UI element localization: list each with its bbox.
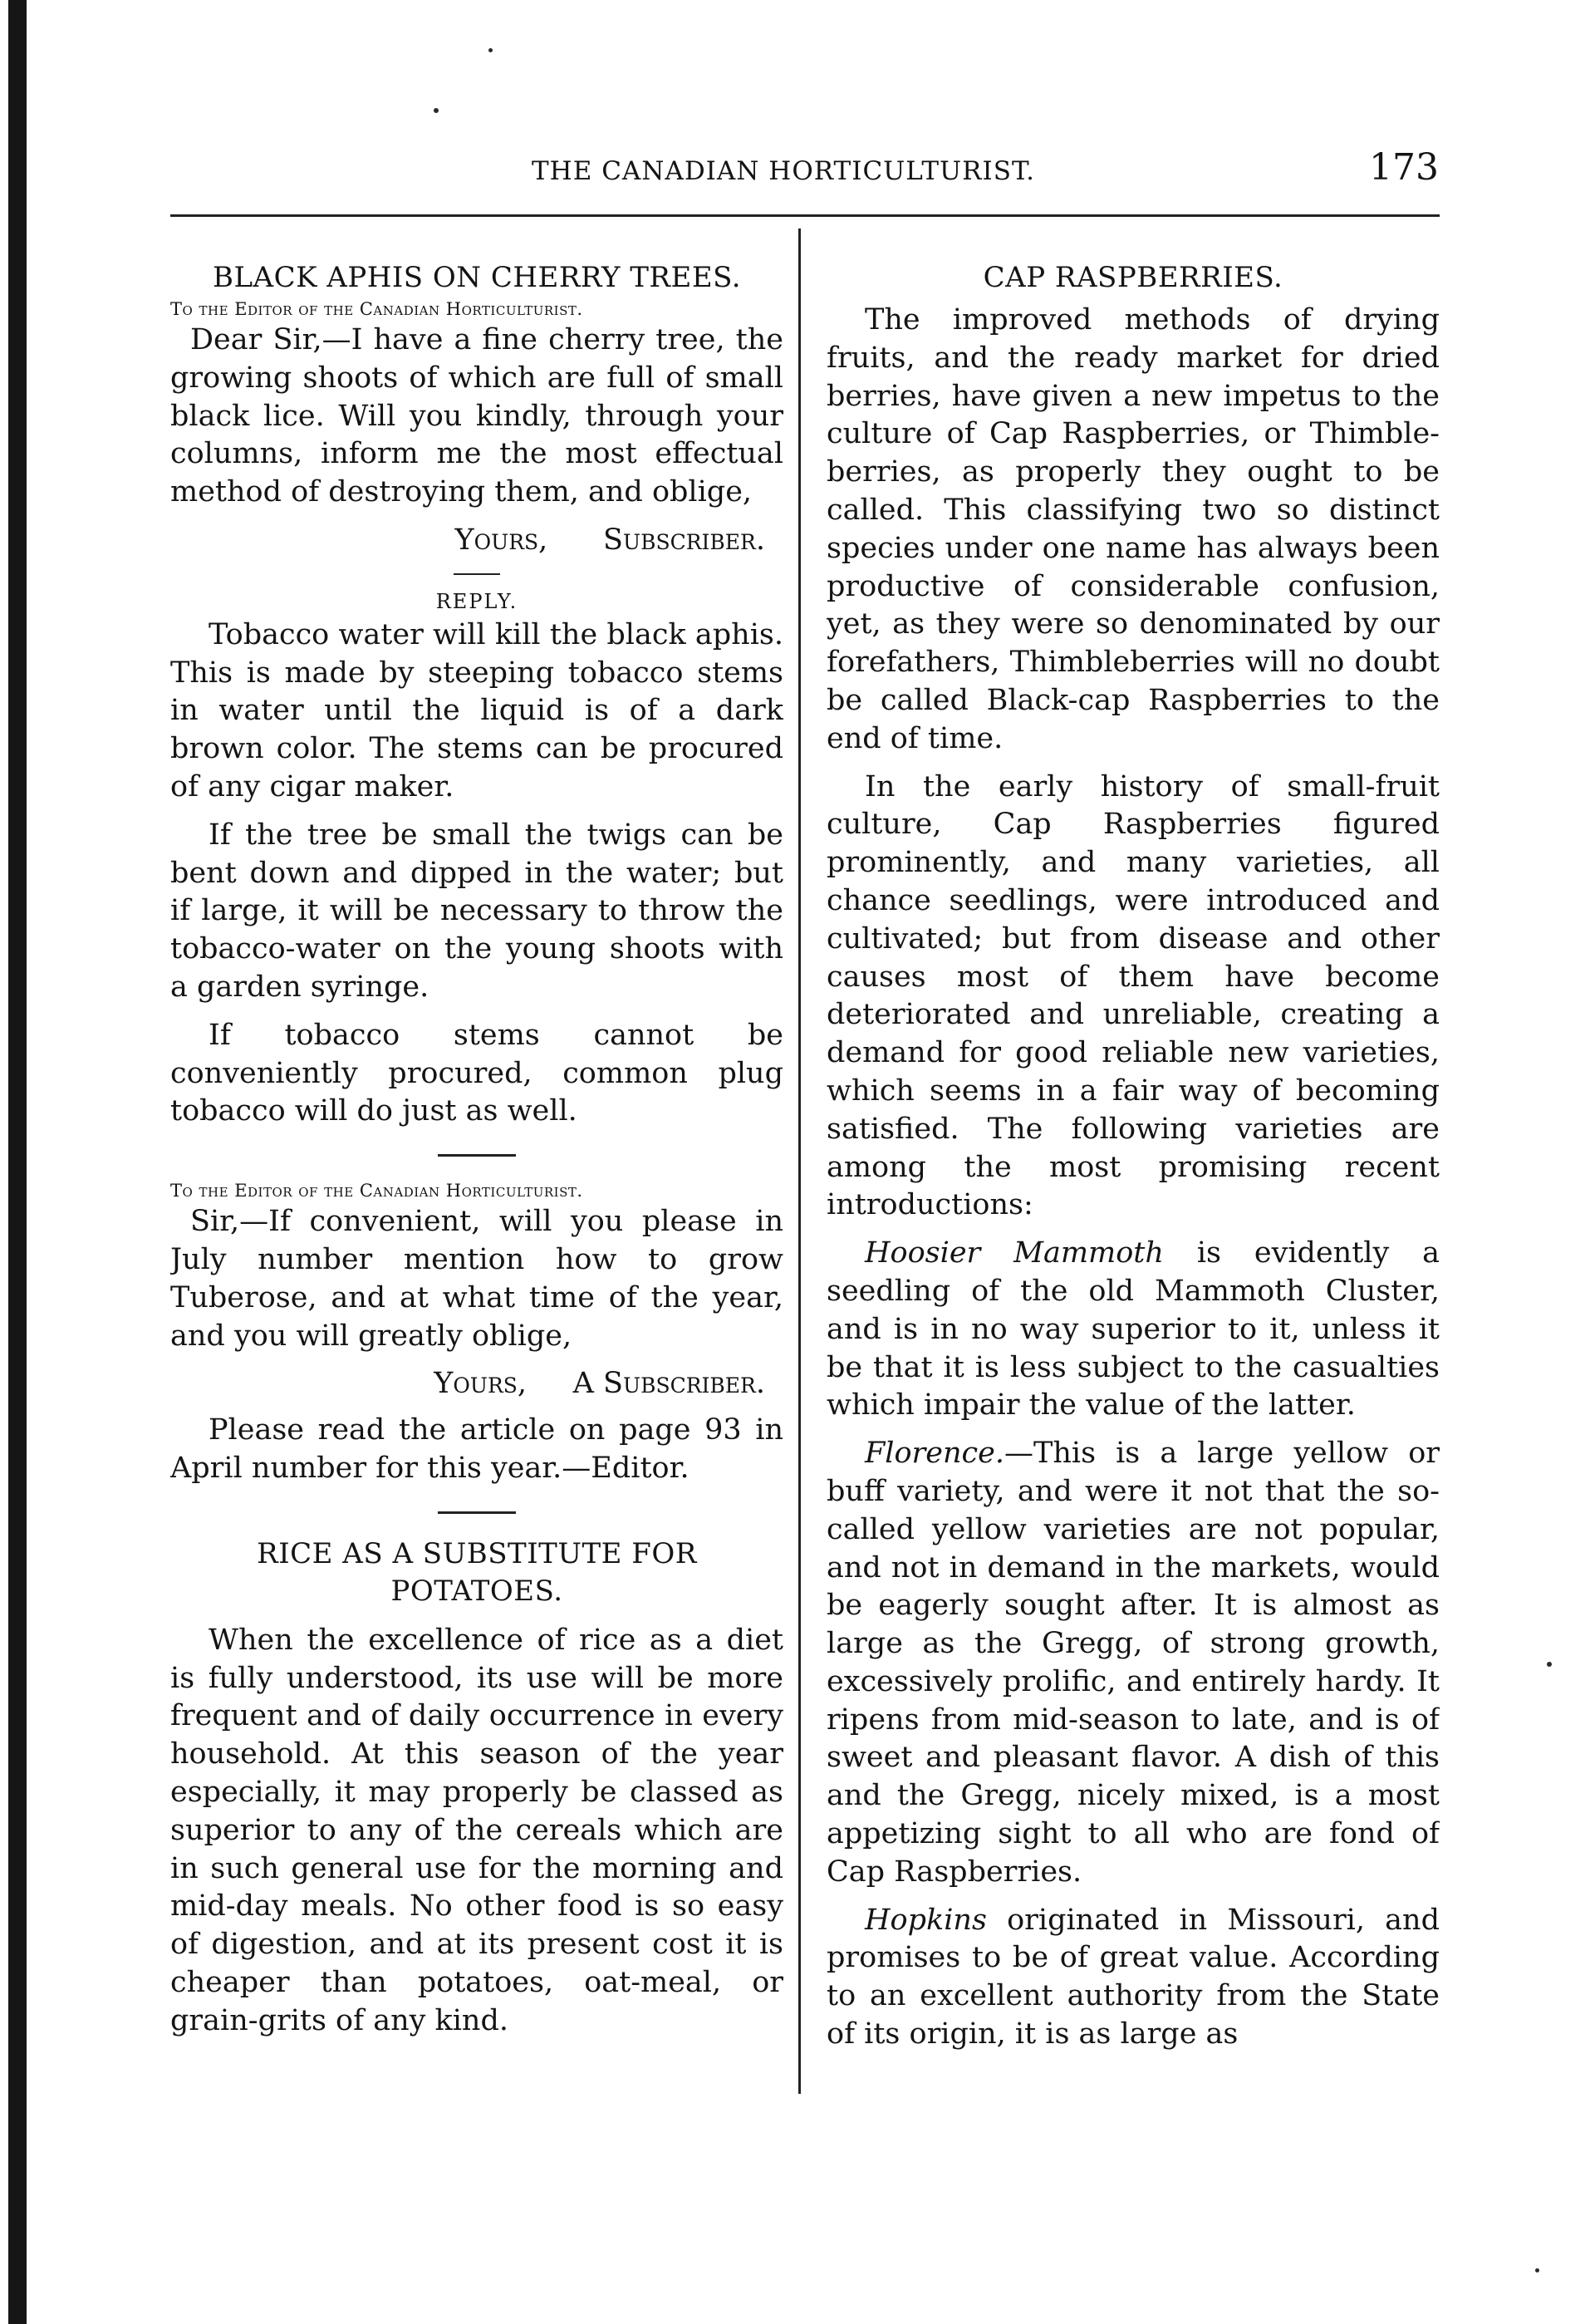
article-paragraph: In the early history of small-fruit culture, Cap Raspberries figured prominently, and many varieties, all chance seedlings, were introduced and cultivated; but from disease and other causes most of them have become deteriorated and unreliable, creating a demand for good reliable new varieties, which seems in a fair way of becoming satisfied. The following varieties are among the most promising recent introductions: xyxy=(827,769,1440,1222)
article-paragraph: When the excellence of rice as a diet is fully understood, its use will be more frequent and of daily occurrence in every household. At this season of the year especially, it may properly be classed as superior to any of the cereals which are in such general use for the morning and mid-day meals. No other food is so easy of digestion, and at its present cost it is cheaper than potatoes, oat-meal, or grain-grits of any kind. xyxy=(170,1623,783,2037)
variety-description: is evidently a seedling of the old Mammoth Cluster, and is in no way superior to it, unless it be that it is less subject to the casualties which impair the value of the latter. xyxy=(827,1236,1440,1422)
letter-signature: Yours, Subscriber. xyxy=(454,523,765,557)
editor-reply: Please read the article on page 93 in April number for this year.—Editor. xyxy=(170,1413,783,1485)
article-paragraph: The improved methods of drying fruits, and the ready market for dried berries, have given a new impetus to the culture of Cap Raspberries, or Thimble-berries, as properly they ought to be called. This classifying two so distinct species under one name has always been productive of considerable confusion, yet, as they were so denominated by our forefathers, Thimbleberries will no doubt be called Black-cap Raspberries to the end of time. xyxy=(827,303,1440,755)
reply-paragraph: Tobacco water will kill the black aphis. This is made by steeping tobacco stems in water until the liquid is of a dark brown color. The stems can be procured of any cigar maker. xyxy=(170,617,783,803)
variety-paragraph xyxy=(827,1902,1440,2054)
scan-speck xyxy=(1535,2268,1539,2272)
variety-paragraph xyxy=(827,1235,1440,1425)
letter-paragraph: Sir,—If convenient, will you please in July number mention how to grow Tuberose, and at what time of the year, and you will greatly oblige, xyxy=(170,1205,783,1353)
editor-attribution: To the Editor of the Canadian Horticulturist. xyxy=(170,299,583,319)
article-title-black-aphis: BLACK APHIS ON CHERRY TREES. xyxy=(212,261,742,294)
letter-paragraph: Dear Sir,—I have a fine cherry tree, the growing shoots of which are full of small black lice. Will you kindly, through your columns, inform me the most effectual method of destroying them, and oblige, xyxy=(170,323,783,509)
page-number: 173 xyxy=(1369,146,1439,189)
reply-paragraph: If tobacco stems cannot be conveniently procured, common plug tobacco will do just as well. xyxy=(170,1018,783,1128)
scan-edge-shadow xyxy=(8,0,27,2324)
scan-speck xyxy=(1547,1662,1552,1667)
running-title: THE CANADIAN HORTICULTURIST. xyxy=(532,156,1035,186)
running-head xyxy=(0,146,1590,199)
letter-signature: Yours, A Subscriber. xyxy=(434,1367,765,1401)
variety-paragraph xyxy=(827,1435,1440,1892)
variety-name: Hoosier Mammoth xyxy=(865,1236,1164,1270)
variety-name: Hopkins xyxy=(865,1903,987,1937)
scan-speck xyxy=(434,108,439,113)
header-rule xyxy=(170,214,1440,217)
right-column xyxy=(827,259,1440,2108)
column-divider xyxy=(798,228,801,2094)
reply-label: REPLY. xyxy=(435,589,518,613)
section-rule xyxy=(438,1154,516,1157)
section-rule xyxy=(454,573,500,575)
scan-speck xyxy=(488,48,493,52)
variety-description: originated in Missouri, and promises to be of great value. According to an excellent authority from the State of its origin, it is as large as xyxy=(827,1903,1440,2051)
reply-paragraph: If the tree be small the twigs can be bent down and dipped in the water; but if large, it will be necessary to throw the tobacco-water on the young shoots with a garden syringe. xyxy=(170,818,783,1004)
editor-attribution: To the Editor of the Canadian Horticulturist. xyxy=(170,1181,583,1201)
variety-name: Florence. xyxy=(865,1437,1004,1471)
section-rule xyxy=(438,1511,516,1514)
variety-description: —This is a large yellow or buff variety, and were it not that the so-called yellow varieties are not popular, and not in demand in the markets, would be eagerly sought after. It is almost as large as the Gregg, of strong growth, excessively prolific, and entirely hardy. It ripens from mid-season to late, and is of sweet and pleasant flavor. A dish of this and the Gregg, nicely mixed, is a most appetizing sight to all who are fond of Cap Raspberries. xyxy=(827,1437,1440,1889)
article-title-cap-raspberries: CAP RASPBERRIES. xyxy=(983,261,1283,294)
article-title-rice: RICE AS A SUBSTITUTE FOR POTATOES. xyxy=(257,1536,697,1608)
left-column xyxy=(170,259,783,2108)
